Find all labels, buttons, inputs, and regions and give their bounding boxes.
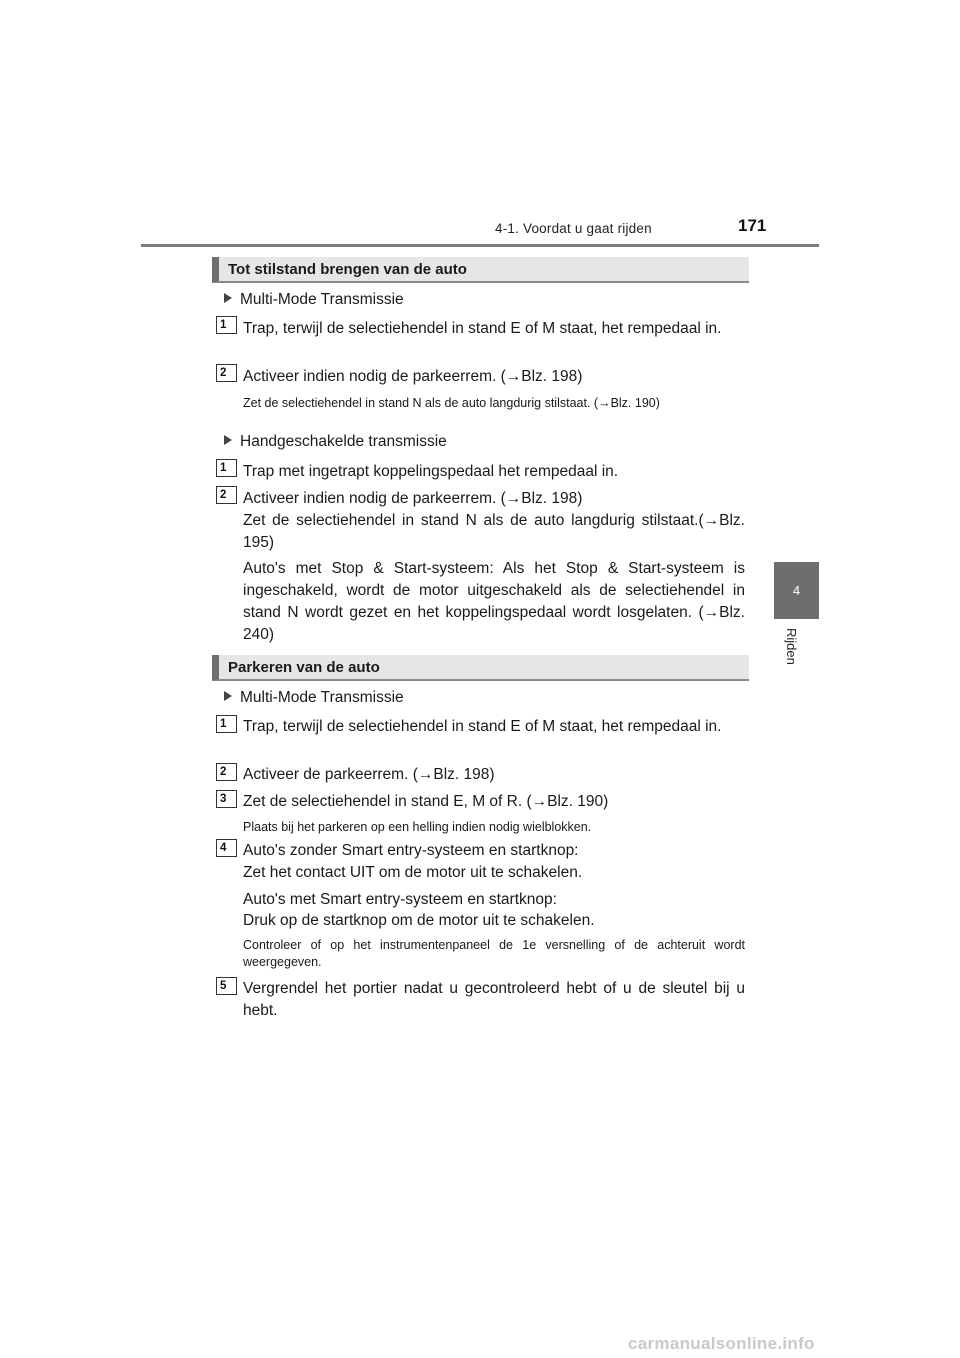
section-heading-text: Parkeren van de auto bbox=[228, 659, 380, 676]
watermark: carmanualsonline.info bbox=[628, 1334, 815, 1353]
step-text: Auto's met Smart entry-systeem en startknop: bbox=[243, 891, 557, 908]
chapter-tab-label: Rijden bbox=[784, 628, 799, 665]
subheading-mmt: Multi-Mode Transmissie bbox=[224, 291, 404, 309]
step-text: Zet de selectiehendel in stand N als de auto langdurig stilstaat.(→Blz. 195) bbox=[243, 512, 745, 551]
subheading-manual: Handgeschakelde transmissie bbox=[224, 433, 447, 451]
section-heading-stopping bbox=[212, 257, 749, 283]
step-text: Activeer indien nodig de parkeerrem. (→Blz. 198) bbox=[243, 490, 583, 507]
step-note: Zet de selectiehendel in stand N als de auto langdurig stilstaat. (→Blz. 190) bbox=[243, 396, 660, 410]
step-text: Auto's met Stop & Start-systeem: Als het Stop & Start-systeem is ingeschakeld, wordt de motor uitgeschakeld als de selectiehendel in stand N wordt gezet en het koppelingspedaal wordt losgelaten. (→Blz. 240) bbox=[243, 560, 745, 643]
triangle-bullet-icon bbox=[224, 691, 232, 701]
step-text: Zet de selectiehendel in stand E, M of R. (→Blz. 190) bbox=[243, 793, 609, 810]
step-number-box: 2 bbox=[216, 763, 237, 781]
step-text: Trap met ingetrapt koppelingspedaal het rempedaal in. bbox=[243, 463, 619, 480]
header-divider bbox=[141, 244, 819, 247]
step-text: Vergrendel het portier nadat u gecontroleerd hebt of u de sleutel bij u hebt. bbox=[243, 980, 745, 1019]
triangle-bullet-icon bbox=[224, 435, 232, 445]
step-number-box: 1 bbox=[216, 316, 237, 334]
step-number-box: 3 bbox=[216, 790, 237, 808]
step-note: Controleer of op het instrumentenpaneel de 1e versnelling of de achteruit wordt weergegeven. bbox=[243, 938, 745, 969]
step-text: Druk op de startknop om de motor uit te schakelen. bbox=[243, 912, 595, 929]
step-text: Activeer indien nodig de parkeerrem. (→Blz. 198) bbox=[243, 368, 583, 385]
section-heading-text: Tot stilstand brengen van de auto bbox=[228, 261, 467, 278]
subheading-mmt: Multi-Mode Transmissie bbox=[224, 689, 404, 707]
step-number-box: 2 bbox=[216, 364, 237, 382]
step-number-box: 1 bbox=[216, 715, 237, 733]
section-heading-parking bbox=[212, 655, 749, 681]
step-text: Trap, terwijl de selectiehendel in stand E of M staat, het rempedaal in. bbox=[243, 320, 722, 337]
step-text: Auto's zonder Smart entry-systeem en startknop: bbox=[243, 842, 579, 859]
step-text: Zet het contact UIT om de motor uit te schakelen. bbox=[243, 864, 583, 881]
step-number-box: 2 bbox=[216, 486, 237, 504]
triangle-bullet-icon bbox=[224, 293, 232, 303]
step-number-box: 1 bbox=[216, 459, 237, 477]
step-text: Activeer de parkeerrem. (→Blz. 198) bbox=[243, 766, 495, 783]
page-number: 171 bbox=[738, 216, 767, 235]
step-text: Trap, terwijl de selectiehendel in stand E of M staat, het rempedaal in. bbox=[243, 718, 722, 735]
step-note: Plaats bij het parkeren op een helling indien nodig wielblokken. bbox=[243, 820, 592, 834]
step-number-box: 4 bbox=[216, 839, 237, 857]
chapter-tab[interactable]: 4 bbox=[774, 562, 819, 619]
chapter-title: 4-1. Voordat u gaat rijden bbox=[495, 221, 652, 236]
step-number-box: 5 bbox=[216, 977, 237, 995]
